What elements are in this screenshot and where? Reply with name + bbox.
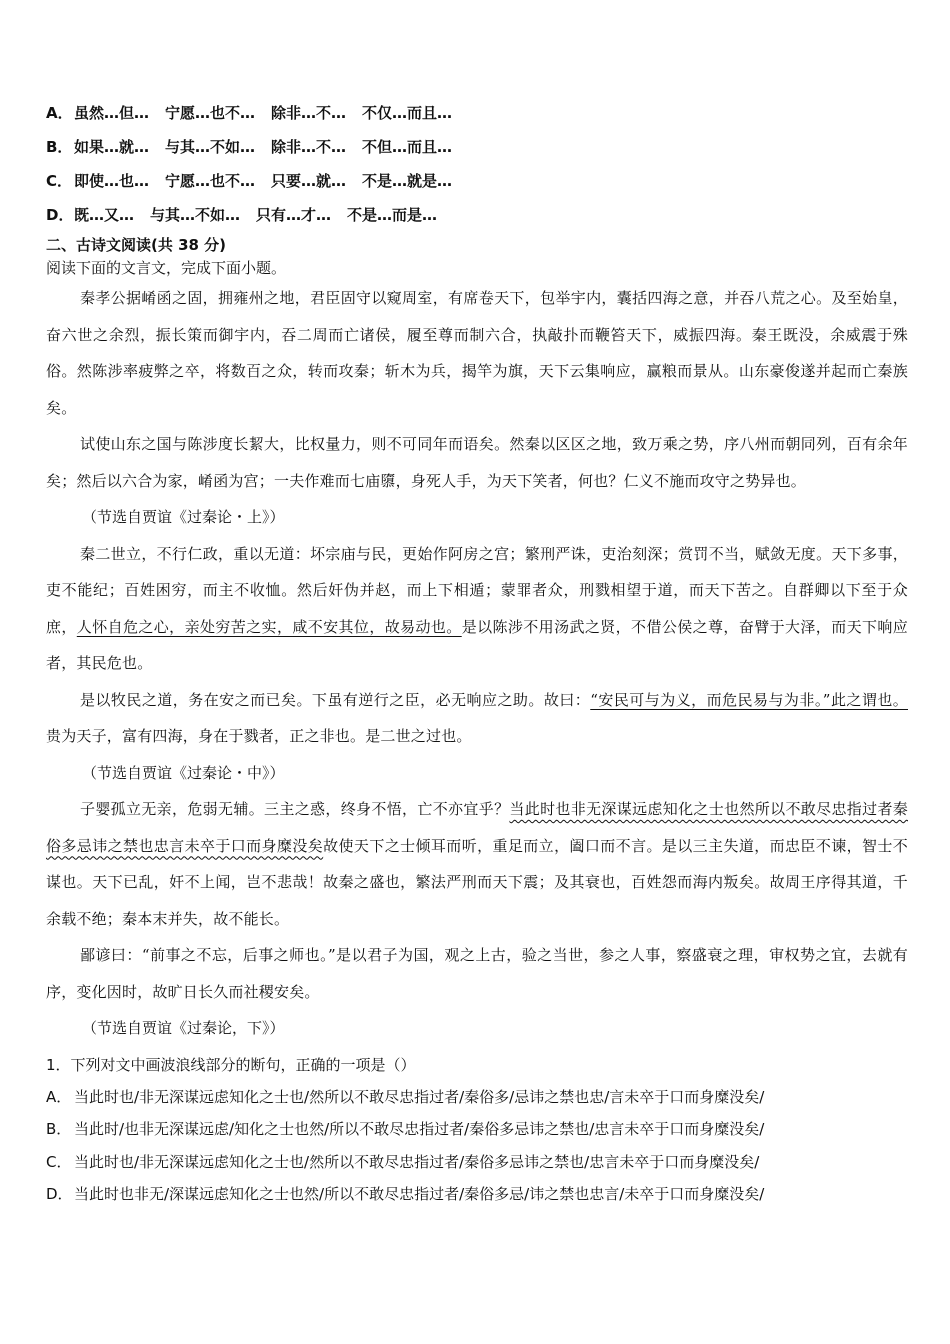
option-segment: 宁愿…也不…: [165, 172, 256, 190]
option-segment: 除非…不…: [271, 138, 347, 156]
paragraph-text: 故使天下之士倾耳而听，重足而立，阖口而不言。是以三主失道，而忠臣不谏，智士不谋也。天下已乱，奸不上闻，岂不悲哉！故秦之盛也，繁法严刑而天下震；及其衰也，百姓怨而海内叛矣。故周王序得其道，千余载不绝；秦本末并失，故不能长。: [46, 836, 908, 928]
choice-d[interactable]: [46, 1178, 908, 1211]
underlined-sentence: “安民可与为义，而危民易与为非。”此之谓也。: [590, 690, 908, 709]
option-segment: 既…又…: [74, 206, 135, 224]
section-instruction: 阅读下面的文言文，完成下面小题。: [46, 259, 287, 277]
option-label: B．: [46, 138, 73, 156]
choice-label: A．: [46, 1087, 72, 1106]
option-segment: 只要…就…: [271, 172, 347, 190]
passage-paragraph-5: [46, 791, 908, 937]
option-segment: 与其…不如…: [150, 206, 241, 224]
exam-page: [46, 96, 908, 1211]
option-row-d[interactable]: [46, 198, 908, 232]
underlined-sentence: 人怀自危之心，亲处穷苦之实，咸不安其位，故易动也。: [76, 617, 462, 636]
choice-label: B．: [46, 1120, 72, 1138]
option-segment: 与其…不如…: [165, 138, 256, 156]
question-1-choices: [46, 1081, 908, 1211]
paragraph-text: 贵为天子，富有四海，身在于戮者，正之非也。是二世之过也。: [46, 727, 472, 745]
passage-paragraph-6: 鄙谚曰：“前事之不忘，后事之师也。”是以君子为国，观之上古，验之当世，参之人事，察盛衰之理，审权势之宜，去就有序，变化因时，故旷日长久而社稷安矣。: [46, 946, 908, 1001]
option-row-c[interactable]: [46, 164, 908, 198]
passage-paragraph-2: 试使山东之国与陈涉度长絜大，比权量力，则不可同年而语矣。然秦以区区之地，致万乘之势，序八州而朝同列，百有余年矣；然后以六合为家，崤函为宫；一夫作难而七庙隳，身死人手，为天下笑者，何也？仁义不施而攻守之势异也。: [46, 435, 908, 490]
option-label: D．: [46, 206, 74, 224]
option-segment: 不但…而且…: [362, 138, 453, 156]
option-segment: 即使…也…: [74, 172, 150, 190]
option-segment: 不是…而是…: [347, 206, 438, 224]
choice-a[interactable]: [46, 1081, 908, 1114]
choice-text: 当此时也/非无深谋远虑知化之士也/然所以不敢尽忠指过者/秦俗多/忌讳之禁也忠/言未卒于口而身糜没矣/: [74, 1087, 765, 1106]
choice-b[interactable]: [46, 1113, 908, 1146]
option-segment: 宁愿…也不…: [165, 104, 256, 122]
option-row-b[interactable]: [46, 130, 908, 164]
paragraph-text: 秦二世立，不行仁政，重以无道：坏宗庙与民，更始作阿房之宫；繁刑严诛，吏治刻深；赏罚不当，赋敛无度。天下多事，吏不能纪；百姓困穷，而主不收恤。然后奸伪并赵，而上下相遁；蒙罪者众，刑戮相望于道，而天下苦之。自群卿以下至于众庶，: [46, 544, 908, 636]
section-title: 二、古诗文阅读(共 38 分): [46, 236, 227, 254]
option-label: A．: [46, 104, 73, 122]
option-label: C．: [46, 172, 73, 190]
question-1: [46, 1049, 908, 1081]
choice-text: 当此时/也非无深谋远虑/知化之士也然/所以不敢尽忠指过者/秦俗多忌讳之禁也/忠言未卒于口而身糜没矣/: [74, 1120, 765, 1138]
classical-passage: [46, 280, 908, 1047]
option-segment: 只有…才…: [256, 206, 332, 224]
option-segment: 不是…就是…: [362, 172, 453, 190]
option-row-a[interactable]: [46, 96, 908, 130]
paragraph-text: 子婴孤立无亲，危弱无辅。三主之惑，终身不悟，亡不亦宜乎？: [80, 800, 510, 818]
question-text: 下列对文中画波浪线部分的断句，正确的一项是（）: [70, 1055, 416, 1074]
wavy-underlined-sentence: 当此时也非无深谋远虑知化之士也然所以不敢尽忠指过者秦俗多忌讳之禁也忠言未卒于口而身糜没矣: [46, 800, 908, 855]
passage-paragraph-3: [46, 536, 908, 682]
passage-paragraph-1: 秦孝公据崤函之固，拥雍州之地，君臣固守以窥周室，有席卷天下，包举宇内，囊括四海之意，并吞八荒之心。及至始皇，奋六世之余烈，振长策而御宇内，吞二周而亡诸侯，履至尊而制六合，执敲扑而鞭笞天下，威振四海。秦王既没，余威震于殊俗。然陈涉率疲弊之卒，将数百之众，转而攻秦；斩木为兵，揭竿为旗，天下云集响应，赢粮而景从。山东豪俊遂并起而亡秦族矣。: [46, 289, 908, 417]
option-segment: 虽然…但…: [74, 104, 150, 122]
passage-source-3: （节选自贾谊《过秦论，下》）: [82, 1019, 285, 1037]
option-segment: 除非…不…: [271, 104, 347, 122]
previous-question-options: [46, 96, 908, 232]
choice-text: 当此时也/非无深谋远虑知化之士也/然所以不敢尽忠指过者/秦俗多忌讳之禁也/忠言未卒于口而身糜没矣/: [74, 1152, 760, 1171]
passage-source-1: （节选自贾谊《过秦论・上》）: [82, 508, 285, 526]
passage-source-2: （节选自贾谊《过秦论・中》）: [82, 763, 285, 782]
choice-label: C．: [46, 1152, 72, 1171]
paragraph-text: 是以牧民之道，务在安之而已矣。下虽有逆行之臣，必无响应之助。故曰：: [80, 690, 591, 709]
question-number: 1．: [46, 1055, 71, 1074]
option-segment: 不仅…而且…: [362, 104, 453, 122]
choice-c[interactable]: [46, 1146, 908, 1179]
option-segment: 如果…就…: [74, 138, 150, 156]
choice-label: D．: [46, 1185, 73, 1203]
paragraph-text: 是以陈涉不用汤武之贤，不借公侯之尊，奋臂于大泽，而天下响应者，其民危也。: [46, 617, 908, 672]
choice-text: 当此时也非无/深谋远虑知化之士也然/所以不敢尽忠指过者/秦俗多忌/讳之禁也忠言/未卒于口而身糜没矣/: [74, 1185, 765, 1203]
passage-paragraph-4: [46, 682, 908, 755]
